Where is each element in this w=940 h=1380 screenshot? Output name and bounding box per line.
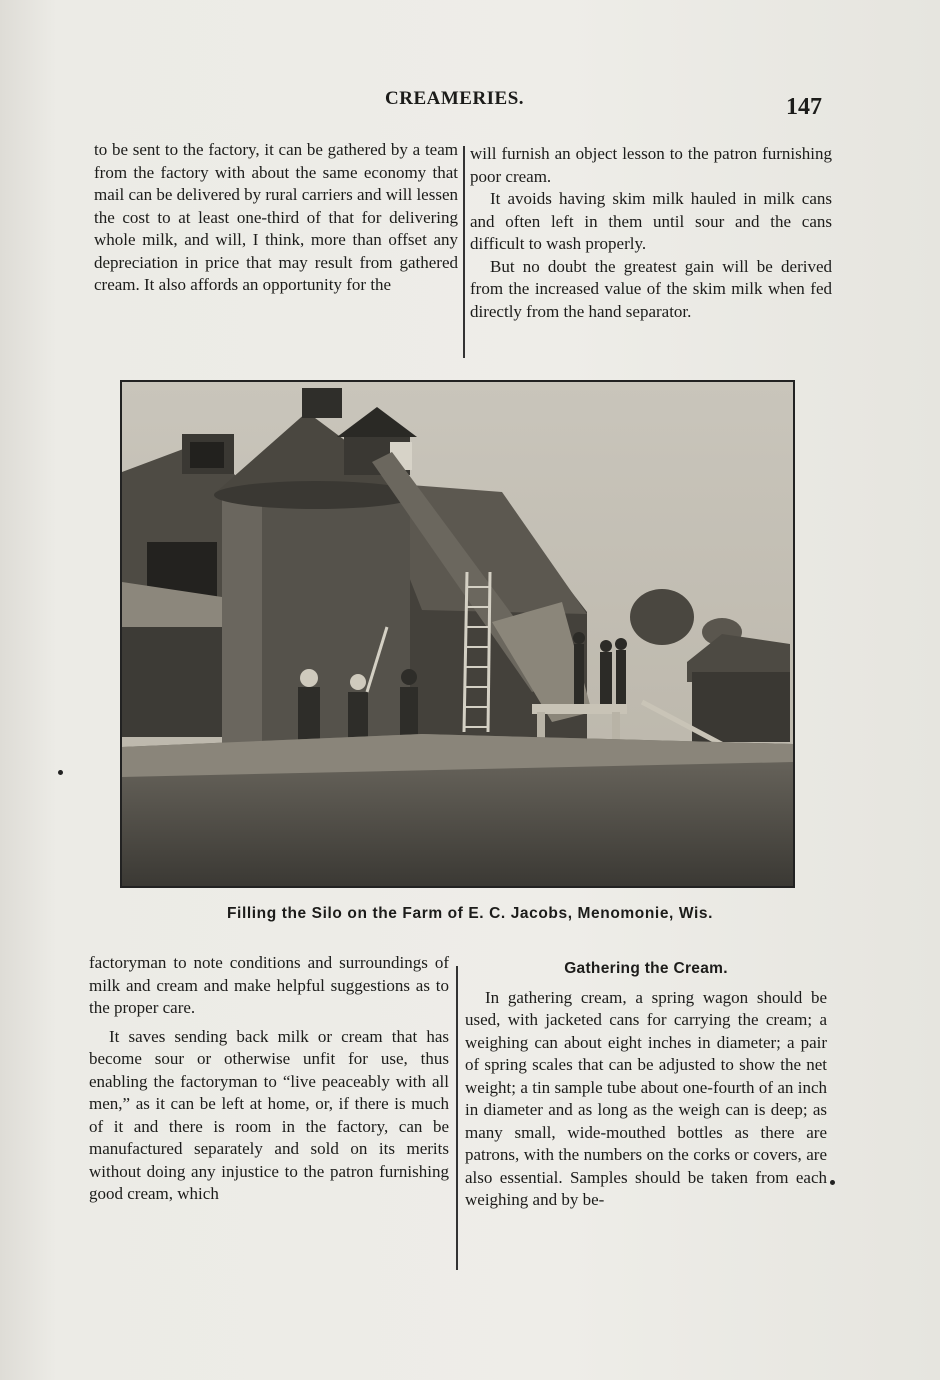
paragraph: But no doubt the greatest gain will be derived from the increased value of the skim milk when fed directly from the hand separator.: [470, 256, 832, 321]
paragraph: It avoids having skim milk hauled in milk cans and often left in them until sour and the cans difficult to wash properly.: [470, 189, 832, 253]
column-divider: [456, 966, 458, 1270]
page-speck: [58, 770, 63, 775]
silo-scene-illustration: [122, 382, 793, 886]
paragraph: factoryman to note conditions and surroundings of milk and cream and make helpful suggestions as to the proper care.: [89, 953, 449, 1017]
paragraph: It saves sending back milk or cream that has become sour or otherwise unfit for use, thus enabling the factoryman to “live peaceably with all men,” as it can be left at home, or, if there is much of it and there is room in the factory, can be manufactured separately and sold on its merits without doing any injustice to the patron furnishing good cream, which: [89, 1026, 449, 1203]
running-head: CREAMERIES.: [385, 88, 525, 109]
paragraph: to be sent to the factory, it can be gathered by a team from the factory with about the same economy that mail can be delivered by rural carriers and will lessen the cost to at least one-third of that for delivering whole milk, and will, I think, more than offset any depreciation in price that may result from gathered cream. It also affords an opportunity for the: [94, 140, 458, 294]
top-right-column: [470, 143, 832, 323]
paragraph: In gathering cream, a spring wagon should be used, with jacketed cans for carrying the cream; a weighing can about eight inches in diameter; a pair of spring scales that can be adjusted to show the net weight; a tin sample tube about one-fourth of an inch in diameter and as long as the weigh can is deep; as many small, wide-mouthed bottles as there are patrons, with the numbers on the corks or covers, are also essential. Samples should be taken from each weighing and by be-: [465, 987, 827, 1209]
paragraph: will furnish an object lesson to the patron furnishing poor cream.: [470, 144, 832, 186]
page-speck: [830, 1180, 835, 1185]
top-left-column: [94, 139, 458, 297]
page-number: 147: [786, 94, 822, 120]
bottom-right-column: [465, 958, 827, 1212]
figure-caption: Filling the Silo on the Farm of E. C. Jacobs, Menomonie, Wis.: [226, 905, 713, 922]
bottom-left-column: [89, 952, 449, 1206]
section-heading: Gathering the Cream.: [564, 960, 728, 977]
farm-photograph: [120, 380, 795, 888]
column-divider: [463, 146, 465, 358]
